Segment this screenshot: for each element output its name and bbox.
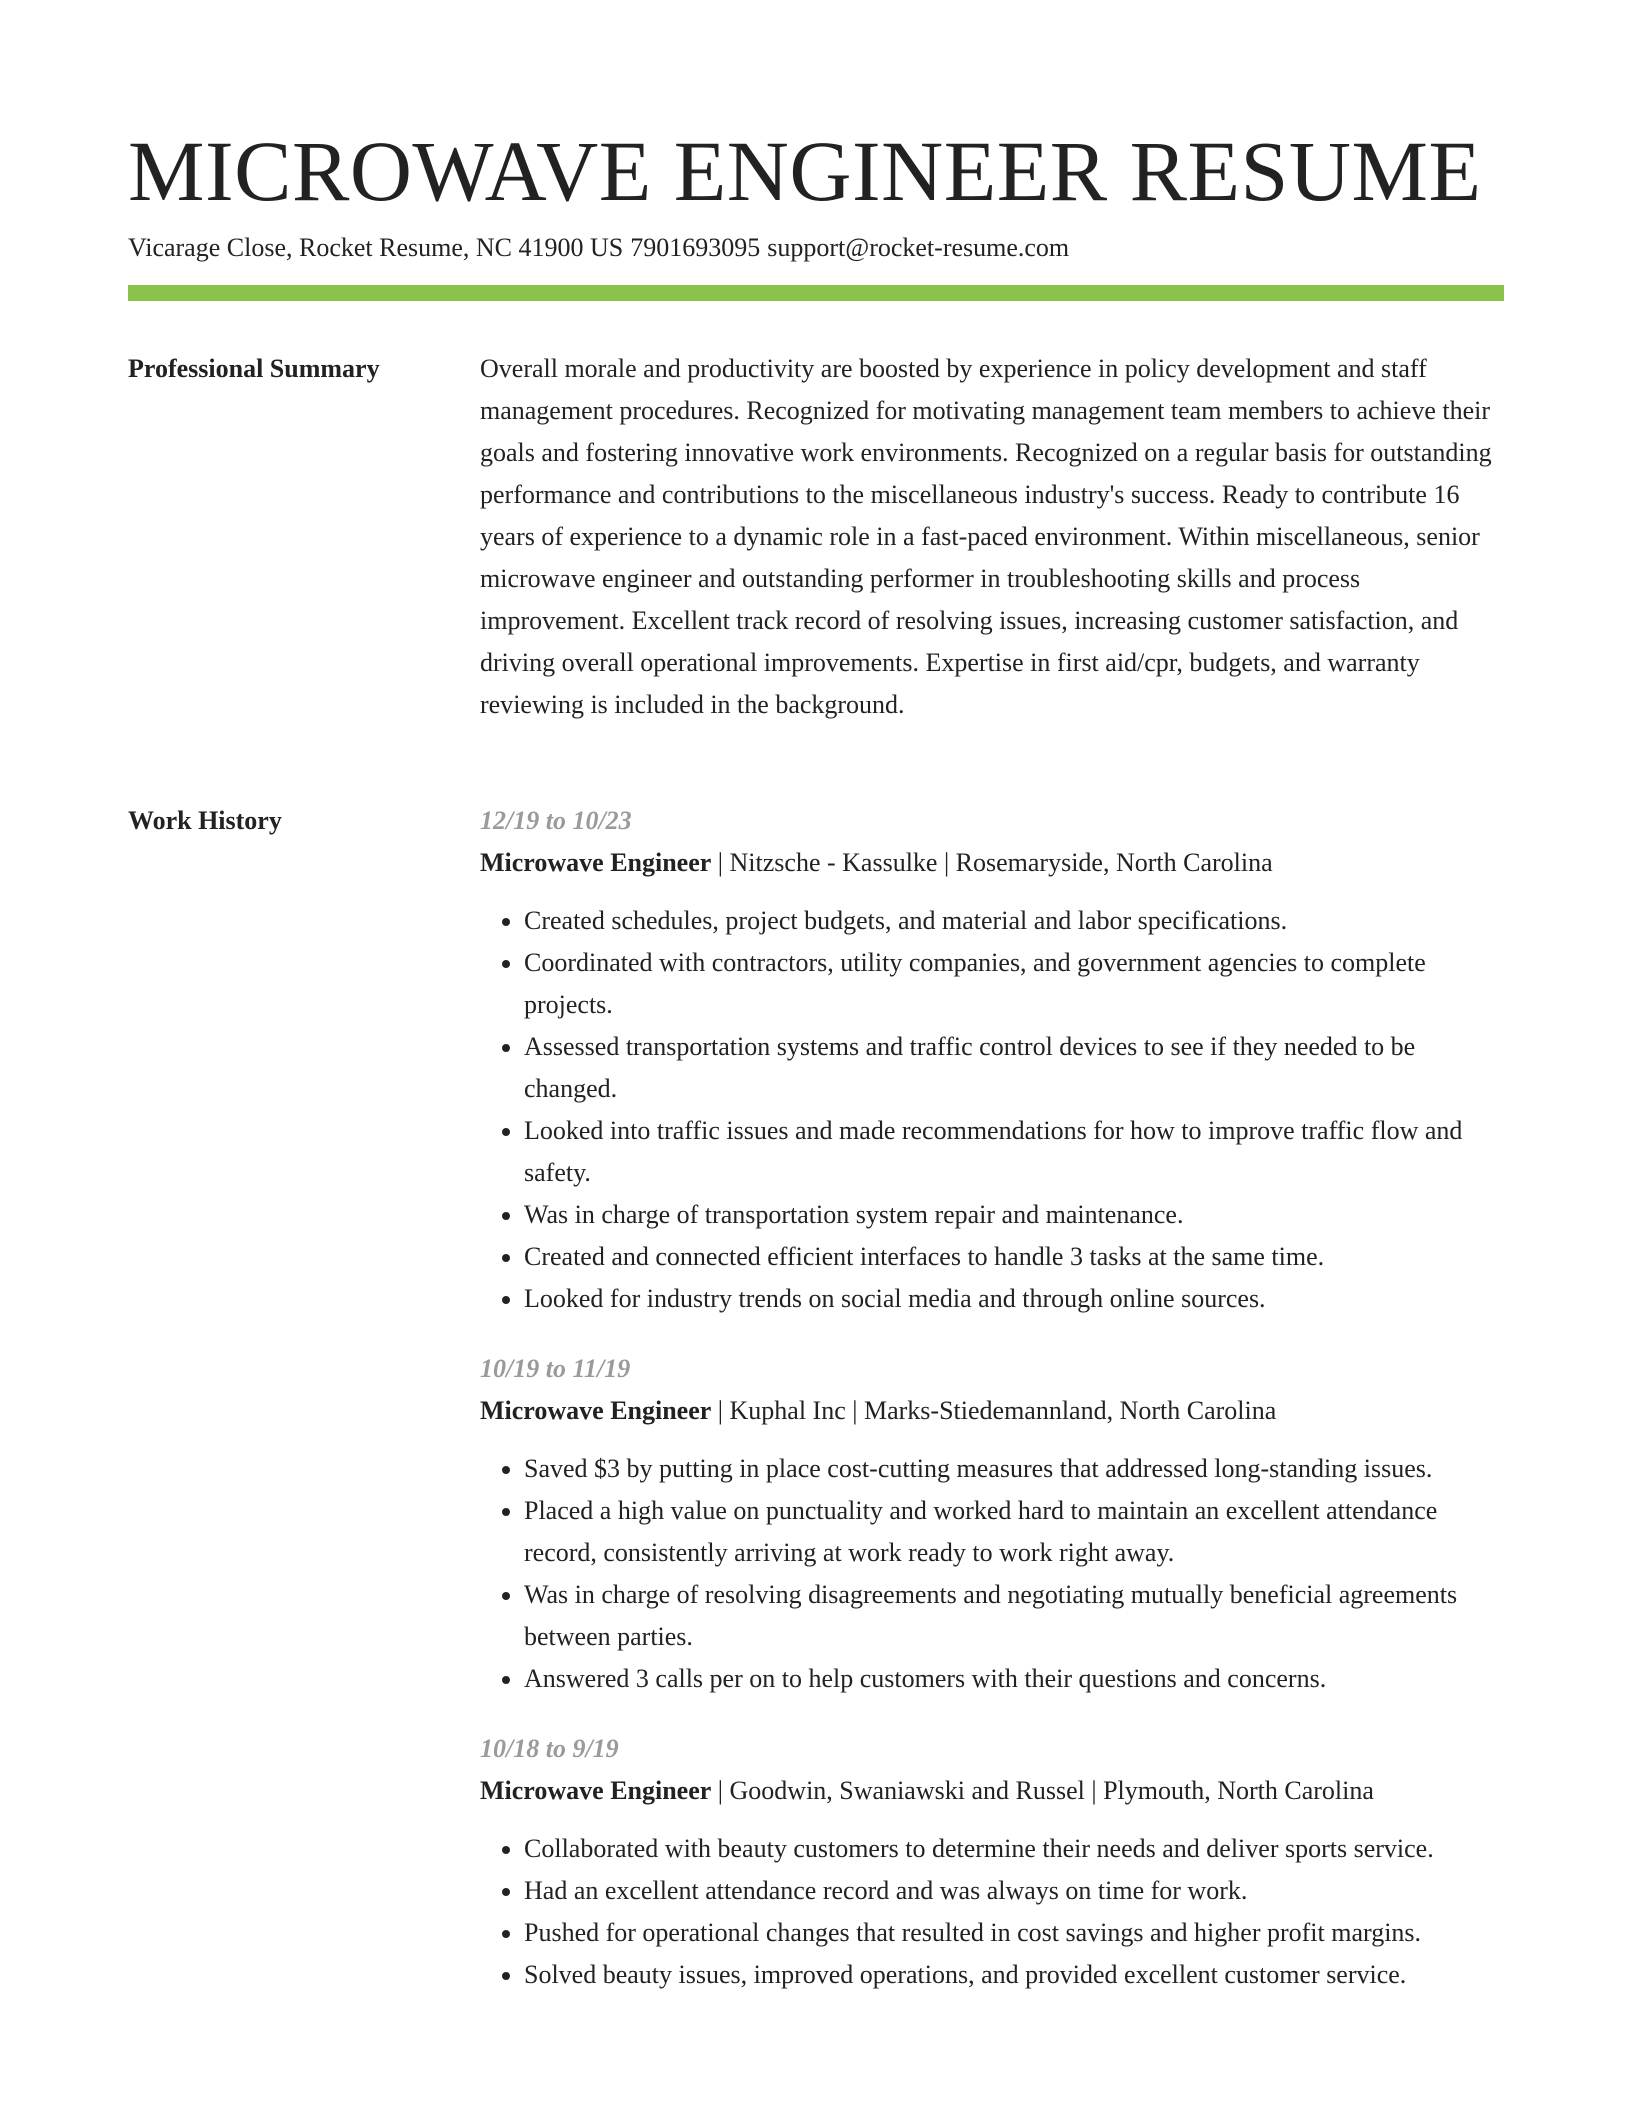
job-company: Nitzsche - Kassulke xyxy=(729,848,938,877)
contact-address: Vicarage Close, Rocket Resume, NC 41900 US xyxy=(128,233,624,262)
job-dates: 12/19 to 10/23 xyxy=(480,806,632,835)
job-bullet: • Looked into traffic issues and made recommendations for how to improve traffic flow and safety. xyxy=(524,1110,1504,1194)
job-entry xyxy=(480,1348,1504,1700)
job-title: Microwave Engineer xyxy=(480,848,712,877)
job-bullet: • Collaborated with beauty customers to determine their needs and deliver sports service. xyxy=(524,1828,1504,1870)
job-bullet: • Pushed for operational changes that resulted in cost savings and higher profit margins. xyxy=(524,1912,1504,1954)
job-bullet: • Assessed transportation systems and traffic control devices to see if they needed to be changed. xyxy=(524,1026,1504,1110)
job-bullet: • Had an excellent attendance record and was always on time for work. xyxy=(524,1870,1504,1912)
job-dates: 10/18 to 9/19 xyxy=(480,1734,619,1763)
job-title-line xyxy=(480,842,1504,884)
job-location: Marks-Stiedemannland, North Carolina xyxy=(863,1396,1277,1425)
job-entry xyxy=(480,800,1504,1320)
job-bullet: • Looked for industry trends on social media and through online sources. xyxy=(524,1278,1504,1320)
job-bullet: • Coordinated with contractors, utility companies, and government agencies to complete projects. xyxy=(524,942,1504,1026)
job-title: Microwave Engineer xyxy=(480,1776,712,1805)
job-bullet: • Created schedules, project budgets, and material and labor specifications. xyxy=(524,900,1504,942)
job-title-line xyxy=(480,1770,1504,1812)
work-history-body xyxy=(480,800,1504,2024)
summary-text: Overall morale and productivity are boosted by experience in policy development and staff management procedures. Recognized for motivating management team members to achieve their goals and fostering innovative work environments. Recognized on a regular basis for outstanding performance and contributions to the miscellaneous industry's success. Ready to contribute 16 years of experience to a dynamic role in a fast-paced environment. Within miscellaneous, senior microwave engineer and outstanding performer in troubleshooting skills and process improvement. Excellent track record of resolving issues, increasing customer satisfaction, and driving overall operational improvements. Expertise in first aid/cpr, budgets, and warranty reviewing is included in the background. xyxy=(480,354,1492,719)
job-bullet: • Answered 3 calls per on to help customers with their questions and concerns. xyxy=(524,1658,1504,1700)
header-divider xyxy=(128,285,1504,301)
job-location: Plymouth, North Carolina xyxy=(1103,1776,1374,1805)
job-entry xyxy=(480,1728,1504,1996)
contact-email: support@rocket-resume.com xyxy=(767,233,1070,262)
job-company: Goodwin, Swaniawski and Russel xyxy=(729,1776,1085,1805)
job-title: Microwave Engineer xyxy=(480,1396,712,1425)
job-dates: 10/19 to 11/19 xyxy=(480,1354,631,1383)
work-history-label: Work History xyxy=(128,806,282,835)
separator: | xyxy=(1084,1776,1104,1805)
job-bullet: • Saved $3 by putting in place cost-cutting measures that addressed long-standing issues. xyxy=(524,1448,1504,1490)
contact-line xyxy=(128,230,1069,266)
separator: | xyxy=(937,848,956,877)
job-bullet: • Created and connected efficient interfaces to handle 3 tasks at the same time. xyxy=(524,1236,1504,1278)
job-location: Rosemaryside, North Carolina xyxy=(955,848,1273,877)
summary-label: Professional Summary xyxy=(128,354,380,383)
separator: | xyxy=(711,1396,730,1425)
job-bullet-list xyxy=(480,1828,1504,1996)
summary-body xyxy=(480,348,1504,726)
job-bullet: • Was in charge of transportation system repair and maintenance. xyxy=(524,1194,1504,1236)
job-bullet: • Was in charge of resolving disagreements and negotiating mutually beneficial agreements between parties. xyxy=(524,1574,1504,1658)
job-company: Kuphal Inc xyxy=(729,1396,846,1425)
job-bullet-list xyxy=(480,900,1504,1320)
resume-page xyxy=(128,0,1504,2112)
job-bullet: • Placed a high value on punctuality and worked hard to maintain an excellent attendance record, consistently arriving at work ready to work right away. xyxy=(524,1490,1504,1574)
job-bullet-list xyxy=(480,1448,1504,1700)
page-title: MICROWAVE ENGINEER RESUME xyxy=(128,123,1482,219)
separator: | xyxy=(711,1776,730,1805)
separator: | xyxy=(845,1396,864,1425)
job-bullet: • Solved beauty issues, improved operations, and provided excellent customer service. xyxy=(524,1954,1504,1996)
separator: | xyxy=(711,848,730,877)
contact-phone: 7901693095 xyxy=(630,233,761,262)
job-title-line xyxy=(480,1390,1504,1432)
